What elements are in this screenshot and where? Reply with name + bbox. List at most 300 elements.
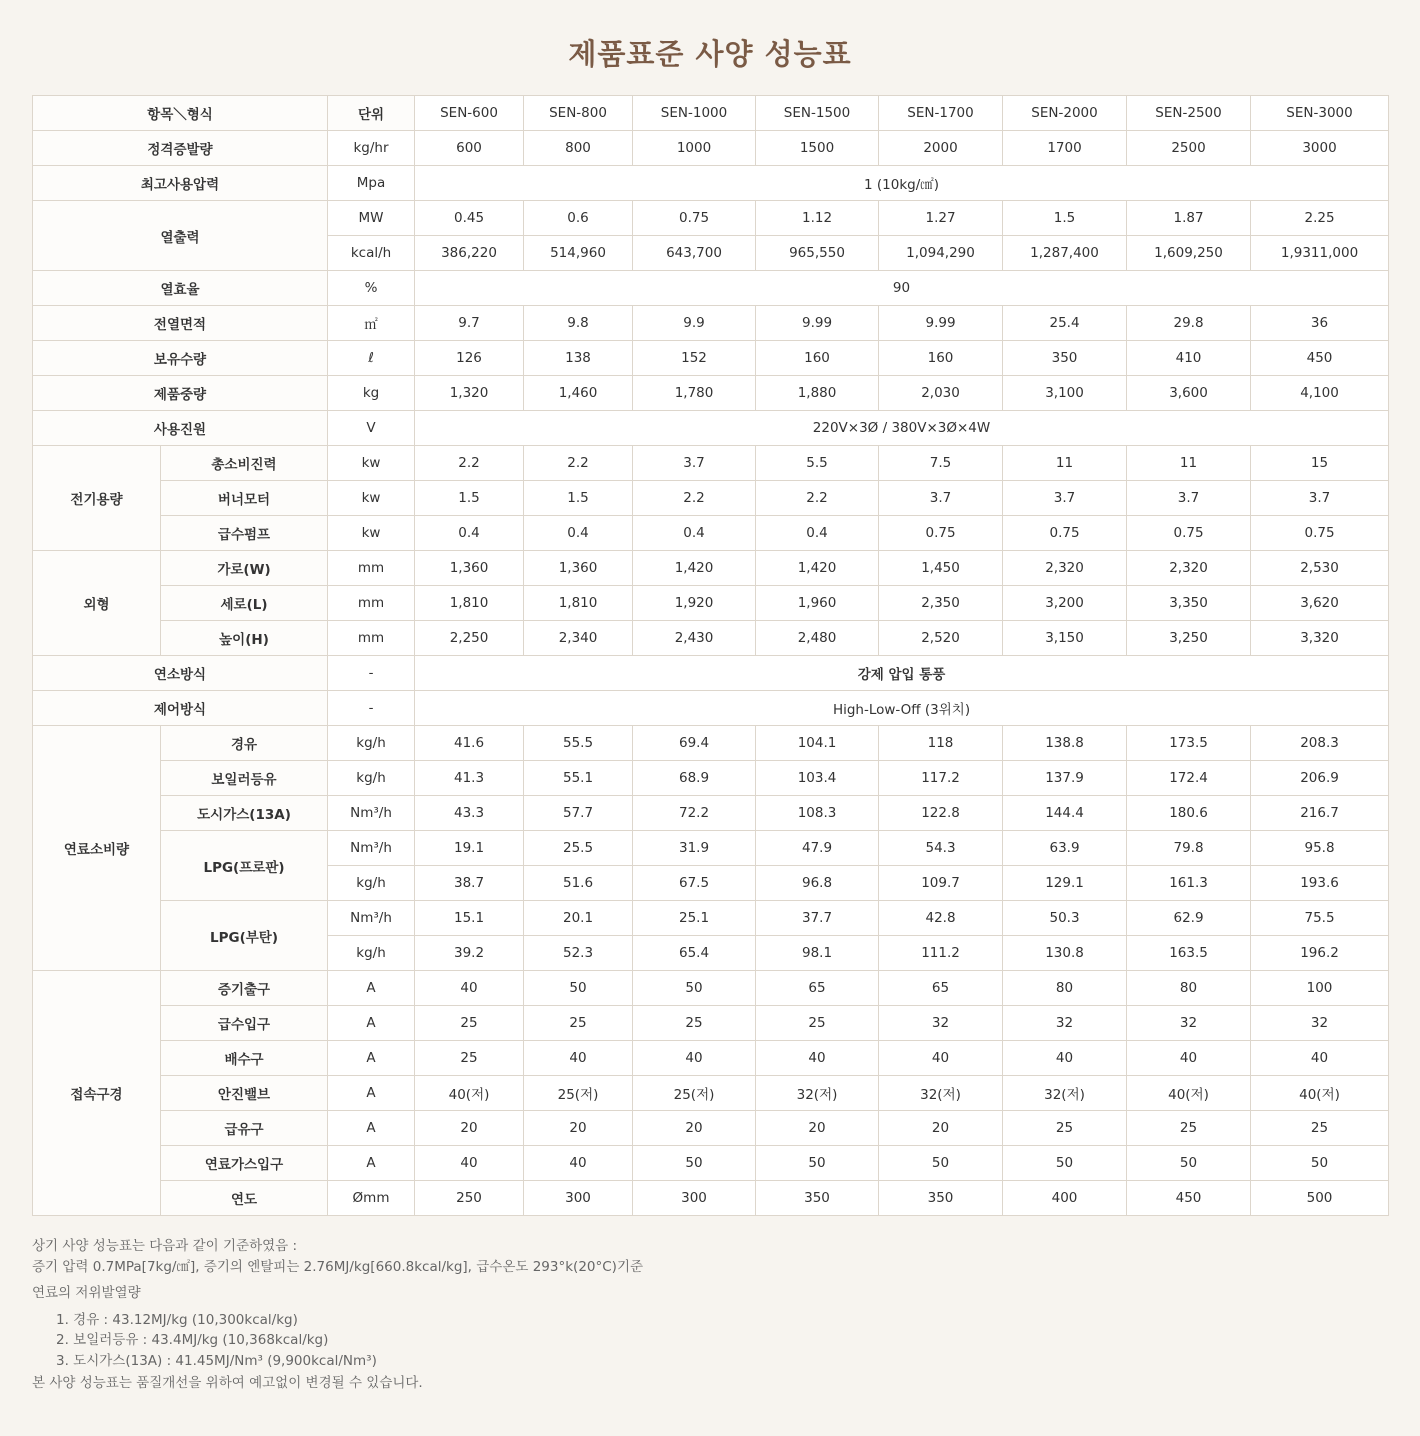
unit-cell: Nm³/h xyxy=(328,831,415,866)
value-cell: 40 xyxy=(415,1146,524,1181)
value-cell: 98.1 xyxy=(756,936,879,971)
spec-table-body xyxy=(33,96,1389,1216)
unit-cell: kg/h xyxy=(328,761,415,796)
row-steam xyxy=(33,131,1389,166)
row-dimensions-width xyxy=(33,551,1389,586)
value-cell: 2000 xyxy=(879,131,1003,166)
row-connections-fuel_gas_inlet xyxy=(33,1146,1389,1181)
value-cell: 1,810 xyxy=(524,586,633,621)
row-fuel-city_gas xyxy=(33,796,1389,831)
value-cell: 69.4 xyxy=(633,726,756,761)
sub-label: 가로(W) xyxy=(161,551,328,586)
value-cell: 1,094,290 xyxy=(879,236,1003,271)
value-cell: 50 xyxy=(1251,1146,1389,1181)
value-cell: 2,320 xyxy=(1127,551,1251,586)
value-cell: 25 xyxy=(1127,1111,1251,1146)
value-cell: 32 xyxy=(879,1006,1003,1041)
value-cell: 4,100 xyxy=(1251,376,1389,411)
value-cell: 52.3 xyxy=(524,936,633,971)
value-cell: 108.3 xyxy=(756,796,879,831)
row-power_supply xyxy=(33,411,1389,446)
group-label: 외형 xyxy=(33,551,161,656)
sub-label: 도시가스(13A) xyxy=(161,796,328,831)
value-cell: 0.4 xyxy=(756,516,879,551)
value-cell: 25.5 xyxy=(524,831,633,866)
unit-cell: kg/h xyxy=(328,866,415,901)
value-cell: 62.9 xyxy=(1127,901,1251,936)
header-cell: SEN-800 xyxy=(524,96,633,131)
value-cell: 300 xyxy=(633,1181,756,1216)
value-cell: 163.5 xyxy=(1127,936,1251,971)
sub-label: 급수펌프 xyxy=(161,516,328,551)
value-cell: 3,200 xyxy=(1003,586,1127,621)
value-cell: 3.7 xyxy=(879,481,1003,516)
value-cell: 3,620 xyxy=(1251,586,1389,621)
unit-cell: - xyxy=(328,691,415,726)
value-cell: 39.2 xyxy=(415,936,524,971)
sub-label: 연도 xyxy=(161,1181,328,1216)
header-cell: SEN-1500 xyxy=(756,96,879,131)
value-cell: 216.7 xyxy=(1251,796,1389,831)
value-cell: 79.8 xyxy=(1127,831,1251,866)
row-connections-safety_valve xyxy=(33,1076,1389,1111)
value-cell: 1700 xyxy=(1003,131,1127,166)
value-cell: 3,250 xyxy=(1127,621,1251,656)
value-cell: 1,920 xyxy=(633,586,756,621)
unit-cell: A xyxy=(328,971,415,1006)
value-cell: 400 xyxy=(1003,1181,1127,1216)
value-cell: 51.6 xyxy=(524,866,633,901)
value-cell: 50 xyxy=(1127,1146,1251,1181)
value-cell: 1,360 xyxy=(524,551,633,586)
row-label: 제어방식 xyxy=(33,691,328,726)
value-cell: 2,320 xyxy=(1003,551,1127,586)
notes xyxy=(32,1236,1388,1394)
notes-basis: 상기 사양 성능표는 다음과 같이 기준하였음 : xyxy=(32,1238,298,1254)
value-cell: 300 xyxy=(524,1181,633,1216)
value-cell: 20 xyxy=(879,1111,1003,1146)
sub-label: 증기출구 xyxy=(161,971,328,1006)
sub-label: 안진밸브 xyxy=(161,1076,328,1111)
merged-value-cell: 강제 압입 통풍 xyxy=(415,656,1389,691)
sub-label: LPG(부탄) xyxy=(161,901,328,971)
value-cell: 72.2 xyxy=(633,796,756,831)
value-cell: 42.8 xyxy=(879,901,1003,936)
value-cell: 180.6 xyxy=(1127,796,1251,831)
value-cell: 68.9 xyxy=(633,761,756,796)
value-cell: 193.6 xyxy=(1251,866,1389,901)
row-electric-total xyxy=(33,446,1389,481)
unit-cell: ㎡ xyxy=(328,306,415,341)
row-fuel-lpg_butane-nm3 xyxy=(33,901,1389,936)
value-cell: 50 xyxy=(524,971,633,1006)
unit-cell: Nm³/h xyxy=(328,901,415,936)
value-cell: 65 xyxy=(756,971,879,1006)
row-label: 최고사용압력 xyxy=(33,166,328,201)
value-cell: 350 xyxy=(756,1181,879,1216)
value-cell: 1,9311,000 xyxy=(1251,236,1389,271)
value-cell: 1.27 xyxy=(879,201,1003,236)
value-cell: 111.2 xyxy=(879,936,1003,971)
value-cell: 1,287,400 xyxy=(1003,236,1127,271)
row-label: 열출력 xyxy=(33,201,328,271)
unit-cell: Nm³/h xyxy=(328,796,415,831)
value-cell: 40 xyxy=(879,1041,1003,1076)
row-control xyxy=(33,691,1389,726)
row-label: 보유수량 xyxy=(33,341,328,376)
value-cell: 138 xyxy=(524,341,633,376)
unit-cell: mm xyxy=(328,551,415,586)
row-efficiency xyxy=(33,271,1389,306)
value-cell: 25 xyxy=(1251,1111,1389,1146)
value-cell: 32 xyxy=(1127,1006,1251,1041)
unit-cell: A xyxy=(328,1041,415,1076)
row-connections-drain xyxy=(33,1041,1389,1076)
value-cell: 54.3 xyxy=(879,831,1003,866)
value-cell: 25 xyxy=(524,1006,633,1041)
value-cell: 386,220 xyxy=(415,236,524,271)
value-cell: 40(저) xyxy=(415,1076,524,1111)
value-cell: 2,520 xyxy=(879,621,1003,656)
value-cell: 20 xyxy=(524,1111,633,1146)
value-cell: 129.1 xyxy=(1003,866,1127,901)
value-cell: 1.5 xyxy=(524,481,633,516)
value-cell: 25 xyxy=(415,1006,524,1041)
row-fuel-diesel xyxy=(33,726,1389,761)
unit-cell: kg/h xyxy=(328,936,415,971)
value-cell: 1,780 xyxy=(633,376,756,411)
value-cell: 138.8 xyxy=(1003,726,1127,761)
header-cell: SEN-2000 xyxy=(1003,96,1127,131)
value-cell: 3.7 xyxy=(1003,481,1127,516)
value-cell: 19.1 xyxy=(415,831,524,866)
value-cell: 32(저) xyxy=(879,1076,1003,1111)
spec-table xyxy=(32,95,1389,1216)
unit-cell: A xyxy=(328,1006,415,1041)
value-cell: 450 xyxy=(1127,1181,1251,1216)
value-cell: 130.8 xyxy=(1003,936,1127,971)
value-cell: 40 xyxy=(1003,1041,1127,1076)
value-cell: 122.8 xyxy=(879,796,1003,831)
header-cell: SEN-1000 xyxy=(633,96,756,131)
value-cell: 160 xyxy=(879,341,1003,376)
value-cell: 0.75 xyxy=(1003,516,1127,551)
row-water_volume xyxy=(33,341,1389,376)
value-cell: 1000 xyxy=(633,131,756,166)
value-cell: 11 xyxy=(1003,446,1127,481)
row-label: 사용진원 xyxy=(33,411,328,446)
value-cell: 2,430 xyxy=(633,621,756,656)
unit-cell: A xyxy=(328,1076,415,1111)
row-label: 전열면적 xyxy=(33,306,328,341)
unit-cell: kg/h xyxy=(328,726,415,761)
value-cell: 0.75 xyxy=(633,201,756,236)
value-cell: 40(저) xyxy=(1251,1076,1389,1111)
unit-cell: mm xyxy=(328,621,415,656)
value-cell: 1,609,250 xyxy=(1127,236,1251,271)
row-connections-water_inlet xyxy=(33,1006,1389,1041)
value-cell: 800 xyxy=(524,131,633,166)
header-cell: SEN-1700 xyxy=(879,96,1003,131)
value-cell: 32 xyxy=(1251,1006,1389,1041)
notes-fuel-item: 1. 경유 : 43.12MJ/kg (10,300kcal/kg) xyxy=(56,1311,298,1328)
unit-cell: kg/hr xyxy=(328,131,415,166)
header-cell: 단위 xyxy=(328,96,415,131)
value-cell: 208.3 xyxy=(1251,726,1389,761)
value-cell: 2,480 xyxy=(756,621,879,656)
value-cell: 55.1 xyxy=(524,761,633,796)
row-electric-pump xyxy=(33,516,1389,551)
value-cell: 40 xyxy=(756,1041,879,1076)
group-label: 전기용량 xyxy=(33,446,161,551)
value-cell: 3,100 xyxy=(1003,376,1127,411)
value-cell: 103.4 xyxy=(756,761,879,796)
value-cell: 11 xyxy=(1127,446,1251,481)
value-cell: 118 xyxy=(879,726,1003,761)
unit-cell: kcal/h xyxy=(328,236,415,271)
merged-value-cell: 90 xyxy=(415,271,1389,306)
row-electric-burner xyxy=(33,481,1389,516)
value-cell: 117.2 xyxy=(879,761,1003,796)
sub-label: 연료가스입구 xyxy=(161,1146,328,1181)
unit-cell: kg xyxy=(328,376,415,411)
value-cell: 161.3 xyxy=(1127,866,1251,901)
sub-label: 경유 xyxy=(161,726,328,761)
value-cell: 40 xyxy=(633,1041,756,1076)
value-cell: 1,810 xyxy=(415,586,524,621)
value-cell: 5.5 xyxy=(756,446,879,481)
value-cell: 9.99 xyxy=(879,306,1003,341)
value-cell: 2.2 xyxy=(415,446,524,481)
value-cell: 20.1 xyxy=(524,901,633,936)
value-cell: 32(저) xyxy=(756,1076,879,1111)
value-cell: 965,550 xyxy=(756,236,879,271)
value-cell: 40 xyxy=(415,971,524,1006)
value-cell: 137.9 xyxy=(1003,761,1127,796)
value-cell: 1500 xyxy=(756,131,879,166)
value-cell: 3,320 xyxy=(1251,621,1389,656)
value-cell: 25.4 xyxy=(1003,306,1127,341)
sub-label: 급유구 xyxy=(161,1111,328,1146)
unit-cell: ℓ xyxy=(328,341,415,376)
value-cell: 7.5 xyxy=(879,446,1003,481)
value-cell: 40 xyxy=(524,1041,633,1076)
value-cell: 50 xyxy=(1003,1146,1127,1181)
header-cell: SEN-2500 xyxy=(1127,96,1251,131)
value-cell: 144.4 xyxy=(1003,796,1127,831)
value-cell: 50 xyxy=(633,971,756,1006)
value-cell: 2.25 xyxy=(1251,201,1389,236)
row-weight xyxy=(33,376,1389,411)
value-cell: 63.9 xyxy=(1003,831,1127,866)
value-cell: 514,960 xyxy=(524,236,633,271)
value-cell: 2500 xyxy=(1127,131,1251,166)
row-label: 정격증발량 xyxy=(33,131,328,166)
row-fuel-lpg_propane-nm3 xyxy=(33,831,1389,866)
value-cell: 15 xyxy=(1251,446,1389,481)
value-cell: 40 xyxy=(524,1146,633,1181)
sub-label: 총소비진력 xyxy=(161,446,328,481)
value-cell: 126 xyxy=(415,341,524,376)
page-title: 제품표준 사양 성능표 xyxy=(568,37,852,71)
value-cell: 31.9 xyxy=(633,831,756,866)
row-connections-oil_inlet xyxy=(33,1111,1389,1146)
value-cell: 3000 xyxy=(1251,131,1389,166)
value-cell: 9.8 xyxy=(524,306,633,341)
value-cell: 173.5 xyxy=(1127,726,1251,761)
value-cell: 0.4 xyxy=(524,516,633,551)
value-cell: 600 xyxy=(415,131,524,166)
value-cell: 95.8 xyxy=(1251,831,1389,866)
value-cell: 67.5 xyxy=(633,866,756,901)
value-cell: 25 xyxy=(633,1006,756,1041)
value-cell: 37.7 xyxy=(756,901,879,936)
value-cell: 25.1 xyxy=(633,901,756,936)
value-cell: 3.7 xyxy=(1127,481,1251,516)
value-cell: 160 xyxy=(756,341,879,376)
value-cell: 75.5 xyxy=(1251,901,1389,936)
sub-label: 버너모터 xyxy=(161,481,328,516)
value-cell: 196.2 xyxy=(1251,936,1389,971)
value-cell: 0.45 xyxy=(415,201,524,236)
value-cell: 43.3 xyxy=(415,796,524,831)
value-cell: 41.6 xyxy=(415,726,524,761)
value-cell: 3,350 xyxy=(1127,586,1251,621)
value-cell: 25 xyxy=(756,1006,879,1041)
value-cell: 1,450 xyxy=(879,551,1003,586)
value-cell: 38.7 xyxy=(415,866,524,901)
unit-cell: - xyxy=(328,656,415,691)
row-fuel-boiler_oil xyxy=(33,761,1389,796)
notes-conditions: 증기 압력 0.7MPa[7kg/㎠], 증기의 엔탈피는 2.76MJ/kg[660.8kcal/kg], 급수온도 293°k(20°C)기준 xyxy=(32,1258,644,1275)
header-cell: SEN-600 xyxy=(415,96,524,131)
group-label: 연료소비량 xyxy=(33,726,161,971)
value-cell: 350 xyxy=(879,1181,1003,1216)
unit-cell: kw xyxy=(328,481,415,516)
value-cell: 50 xyxy=(756,1146,879,1181)
value-cell: 80 xyxy=(1003,971,1127,1006)
value-cell: 2,340 xyxy=(524,621,633,656)
row-connections-steam_outlet xyxy=(33,971,1389,1006)
row-combustion xyxy=(33,656,1389,691)
row-label: 열효율 xyxy=(33,271,328,306)
value-cell: 40 xyxy=(1127,1041,1251,1076)
unit-cell: kw xyxy=(328,446,415,481)
notes-disclaimer: 본 사양 성능표는 품질개선을 위하여 예고없이 변경될 수 있습니다. xyxy=(32,1375,423,1391)
value-cell: 25 xyxy=(415,1041,524,1076)
value-cell: 29.8 xyxy=(1127,306,1251,341)
value-cell: 40(저) xyxy=(1127,1076,1251,1111)
sub-label: 높이(H) xyxy=(161,621,328,656)
value-cell: 50 xyxy=(879,1146,1003,1181)
group-label: 접속구경 xyxy=(33,971,161,1216)
value-cell: 2,530 xyxy=(1251,551,1389,586)
unit-cell: kw xyxy=(328,516,415,551)
merged-value-cell: High-Low-Off (3위치) xyxy=(415,691,1389,726)
value-cell: 32(저) xyxy=(1003,1076,1127,1111)
value-cell: 41.3 xyxy=(415,761,524,796)
value-cell: 1,880 xyxy=(756,376,879,411)
row-heat-output-mw xyxy=(33,201,1389,236)
unit-cell: MW xyxy=(328,201,415,236)
merged-value-cell: 1 (10kg/㎠) xyxy=(415,166,1389,201)
value-cell: 3.7 xyxy=(633,446,756,481)
value-cell: 1.5 xyxy=(415,481,524,516)
value-cell: 450 xyxy=(1251,341,1389,376)
row-connections-flue xyxy=(33,1181,1389,1216)
row-pressure xyxy=(33,166,1389,201)
value-cell: 20 xyxy=(415,1111,524,1146)
value-cell: 1,460 xyxy=(524,376,633,411)
value-cell: 206.9 xyxy=(1251,761,1389,796)
value-cell: 1,420 xyxy=(633,551,756,586)
sub-label: 배수구 xyxy=(161,1041,328,1076)
value-cell: 643,700 xyxy=(633,236,756,271)
value-cell: 36 xyxy=(1251,306,1389,341)
value-cell: 104.1 xyxy=(756,726,879,761)
value-cell: 9.99 xyxy=(756,306,879,341)
sub-label: 보일러등유 xyxy=(161,761,328,796)
value-cell: 9.9 xyxy=(633,306,756,341)
value-cell: 47.9 xyxy=(756,831,879,866)
value-cell: 0.75 xyxy=(1127,516,1251,551)
value-cell: 2.2 xyxy=(633,481,756,516)
value-cell: 3,600 xyxy=(1127,376,1251,411)
value-cell: 410 xyxy=(1127,341,1251,376)
value-cell: 1,320 xyxy=(415,376,524,411)
value-cell: 2,350 xyxy=(879,586,1003,621)
unit-cell: Ømm xyxy=(328,1181,415,1216)
value-cell: 25 xyxy=(1003,1111,1127,1146)
value-cell: 1,420 xyxy=(756,551,879,586)
value-cell: 2.2 xyxy=(756,481,879,516)
value-cell: 25(저) xyxy=(633,1076,756,1111)
value-cell: 0.4 xyxy=(633,516,756,551)
value-cell: 2,030 xyxy=(879,376,1003,411)
value-cell: 20 xyxy=(756,1111,879,1146)
sub-label: LPG(프로판) xyxy=(161,831,328,901)
value-cell: 0.6 xyxy=(524,201,633,236)
unit-cell: A xyxy=(328,1111,415,1146)
value-cell: 2,250 xyxy=(415,621,524,656)
row-dimensions-depth xyxy=(33,586,1389,621)
value-cell: 350 xyxy=(1003,341,1127,376)
value-cell: 15.1 xyxy=(415,901,524,936)
value-cell: 100 xyxy=(1251,971,1389,1006)
row-dimensions-height xyxy=(33,621,1389,656)
value-cell: 0.75 xyxy=(879,516,1003,551)
header-row xyxy=(33,96,1389,131)
value-cell: 96.8 xyxy=(756,866,879,901)
value-cell: 152 xyxy=(633,341,756,376)
unit-cell: mm xyxy=(328,586,415,621)
sub-label: 세로(L) xyxy=(161,586,328,621)
notes-fuel-heading: 연료의 저위발열량 xyxy=(32,1285,141,1301)
notes-fuel-item: 3. 도시가스(13A) : 41.45MJ/Nm³ (9,900kcal/Nm³) xyxy=(56,1352,377,1369)
value-cell: 25(저) xyxy=(524,1076,633,1111)
value-cell: 1.87 xyxy=(1127,201,1251,236)
value-cell: 20 xyxy=(633,1111,756,1146)
value-cell: 80 xyxy=(1127,971,1251,1006)
row-label: 제품중량 xyxy=(33,376,328,411)
row-heat_area xyxy=(33,306,1389,341)
value-cell: 50.3 xyxy=(1003,901,1127,936)
value-cell: 1.5 xyxy=(1003,201,1127,236)
value-cell: 109.7 xyxy=(879,866,1003,901)
value-cell: 2.2 xyxy=(524,446,633,481)
header-cell: 항목＼형식 xyxy=(33,96,328,131)
value-cell: 57.7 xyxy=(524,796,633,831)
